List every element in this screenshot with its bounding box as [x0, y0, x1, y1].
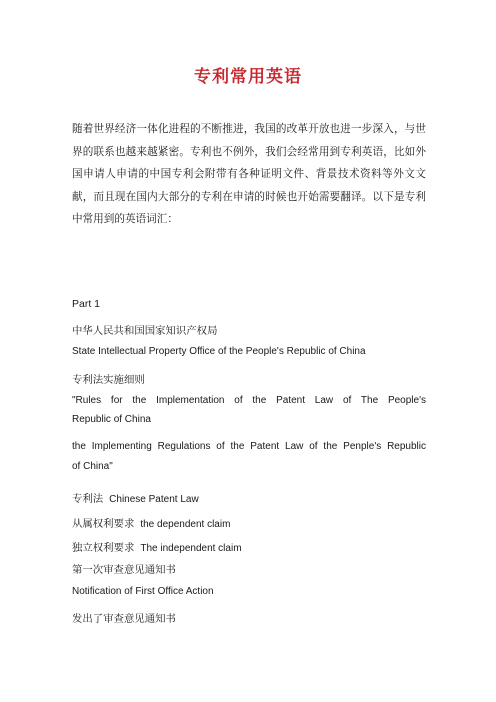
term-independent-cn: 独立权利要求 [72, 542, 135, 554]
term-patent-law-cn: 专利法 [72, 493, 104, 505]
term-first-oa-cn: 第一次审查意见通知书 [72, 564, 176, 576]
term-rules-en-line1: "Rules for the Implementation of the Patent Law of The People's [72, 395, 426, 406]
term-independent-en: The independent claim [140, 543, 242, 554]
term-regs-en-line1: the Implementing Regulations of the Patent Law of the Penple's Republic [72, 441, 426, 452]
term-sipo-en: State Intellectual Property Office of the People's Republic of China [72, 346, 366, 357]
document-title: 专利常用英语 [194, 67, 302, 87]
part-heading: Part 1 [72, 298, 101, 310]
term-issued-cn: 发出了审查意见通知书 [72, 613, 176, 625]
intro-text: 随着世界经济一体化进程的不断推进，我国的改革开放也进一步深入，与世界的联系也越来越紧密。专利也不例外，我们会经常用到专利英语，比如外国申请人申请的中国专利会附带有各种证明文件、背景技术资料等外文文献，而且现在国内大部分的专利在申请的时候也开始需要翻译。以下是专利中常用到的英语词汇： [72, 123, 426, 226]
intro-paragraph [72, 118, 426, 231]
term-sipo-cn: 中华人民共和国国家知识产权局 [72, 325, 218, 337]
term-rules-en-line2: Republic of China [72, 414, 151, 425]
term-rules-cn: 专利法实施细则 [72, 374, 145, 386]
term-dependent-en: the dependent claim [140, 519, 231, 530]
term-independent-claim [72, 536, 426, 555]
term-dependent-cn: 从属权利要求 [72, 518, 135, 530]
term-dependent-claim [72, 512, 426, 531]
term-patent-law-en: Chinese Patent Law [109, 494, 199, 505]
term-regs-en-line2: of China" [72, 461, 113, 472]
term-patent-law [72, 487, 426, 506]
term-first-oa-en: Notification of First Office Action [72, 586, 214, 597]
